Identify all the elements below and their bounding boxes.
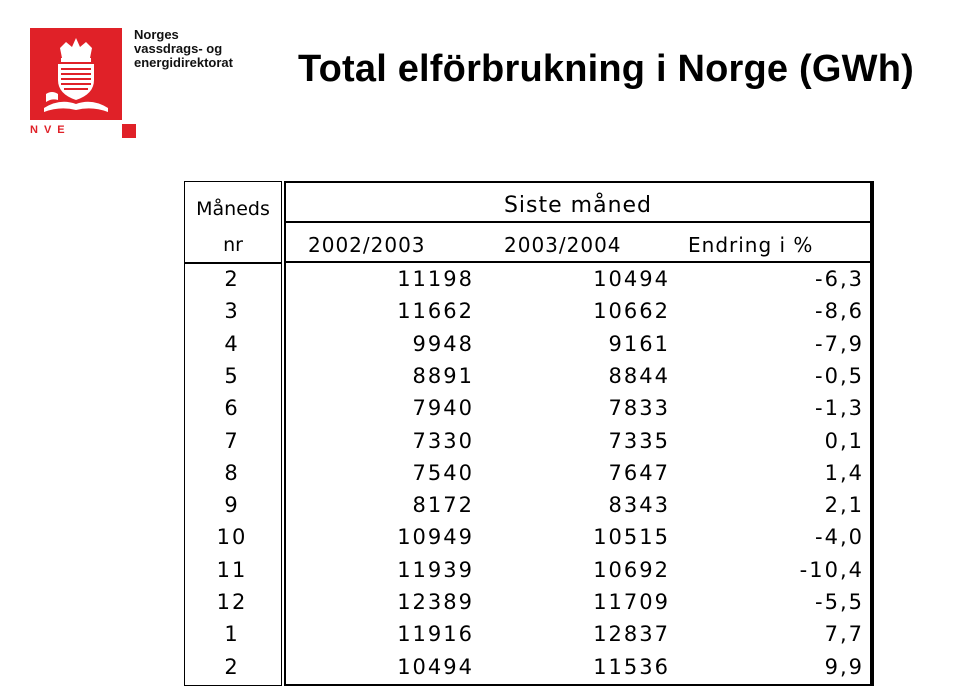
month-cell: 10 [216, 525, 248, 550]
table-row [184, 328, 874, 361]
month-cell: 9 [224, 493, 240, 518]
value-2002-2003-cell: 12389 [397, 590, 474, 614]
group-divider [286, 221, 870, 223]
org-line: energidirektorat [134, 55, 233, 70]
value-2003-2004-cell: 7647 [608, 460, 670, 485]
change-percent-cell: 0,1 [824, 428, 864, 453]
crown-lion-icon [30, 28, 122, 120]
logo-letter: V [43, 124, 58, 136]
table-row [184, 554, 874, 587]
value-2002-2003-cell: 10494 [397, 654, 474, 679]
value-2002-2003-cell: 11662 [397, 299, 474, 324]
value-2003-2004-cell: 7833 [608, 396, 670, 421]
logo-small-square [122, 124, 136, 138]
change-percent-cell: 1,4 [824, 460, 864, 485]
month-cell: 3 [224, 299, 240, 324]
table-row [184, 586, 874, 619]
value-2002-2003-cell: 8172 [412, 493, 474, 518]
value-2003-2004-cell: 7335 [608, 428, 670, 453]
value-2003-2004-cell: 10662 [593, 299, 670, 324]
value-2003-2004-cell: 12837 [593, 622, 670, 647]
table-row [184, 618, 874, 651]
month-cell: 11 [216, 557, 248, 582]
value-2003-2004-cell: 8844 [608, 363, 670, 388]
table-row [184, 263, 874, 296]
logo-letter: E [57, 124, 71, 136]
value-2003-2004-cell: 11536 [593, 654, 670, 679]
month-cell: 1 [224, 622, 240, 647]
org-line: vassdrags- og [134, 41, 223, 56]
month-cell: 4 [224, 331, 240, 356]
nve-logo [30, 28, 138, 136]
value-2002-2003-cell: 11916 [397, 622, 474, 647]
change-percent-cell: -10,4 [799, 557, 864, 582]
logo-letter: N [30, 124, 44, 136]
table-row [184, 457, 874, 490]
month-cell: 2 [224, 654, 240, 679]
table-row [184, 392, 874, 425]
change-percent-cell: -4,0 [815, 525, 864, 550]
change-percent-cell: -0,5 [815, 363, 864, 388]
value-2002-2003-cell: 7330 [412, 428, 474, 453]
value-2003-2004-cell: 11709 [593, 590, 670, 614]
month-header-line1: Måneds [196, 198, 270, 220]
value-2003-2004-cell: 10515 [593, 525, 670, 550]
table-row [184, 651, 874, 684]
change-percent-cell: 9,9 [824, 654, 864, 679]
change-percent-cell: -6,3 [815, 267, 864, 291]
month-cell: 8 [224, 460, 240, 485]
month-header-line2: nr [223, 234, 243, 256]
value-2002-2003-cell: 7540 [412, 460, 474, 485]
value-2003-2004-cell: 8343 [608, 493, 670, 518]
column-header-2002-2003: 2002/2003 [308, 233, 426, 257]
month-cell: 2 [224, 267, 240, 291]
consumption-table [184, 181, 874, 686]
page-title: Total elförbrukning i Norge (GWh) [298, 48, 914, 90]
month-cell: 5 [224, 363, 240, 388]
column-header-change: Endring i % [688, 233, 814, 257]
month-cell: 12 [216, 590, 248, 614]
change-percent-cell: -1,3 [815, 396, 864, 421]
change-percent-cell: -7,9 [815, 331, 864, 356]
table-row [184, 360, 874, 393]
column-header-2003-2004: 2003/2004 [504, 233, 622, 257]
value-2003-2004-cell: 10494 [593, 267, 670, 291]
value-2002-2003-cell: 8891 [412, 363, 474, 388]
month-cell: 6 [224, 396, 240, 421]
change-percent-cell: 2,1 [824, 493, 864, 518]
month-cell: 7 [224, 428, 240, 453]
value-2003-2004-cell: 9161 [608, 331, 670, 356]
value-2002-2003-cell: 10949 [397, 525, 474, 550]
table-row [184, 489, 874, 522]
value-2002-2003-cell: 9948 [412, 331, 474, 356]
group-header: Siste måned [503, 193, 653, 218]
change-percent-cell: -5,5 [815, 590, 864, 614]
value-2002-2003-cell: 11198 [397, 267, 474, 291]
change-percent-cell: -8,6 [815, 299, 864, 324]
value-2002-2003-cell: 11939 [397, 557, 474, 582]
value-2003-2004-cell: 10692 [593, 557, 670, 582]
change-percent-cell: 7,7 [824, 622, 864, 647]
table-row [184, 295, 874, 328]
table-row [184, 425, 874, 458]
value-2002-2003-cell: 7940 [412, 396, 474, 421]
org-line: Norges [134, 27, 179, 42]
table-row [184, 521, 874, 554]
organization-name [134, 28, 233, 70]
